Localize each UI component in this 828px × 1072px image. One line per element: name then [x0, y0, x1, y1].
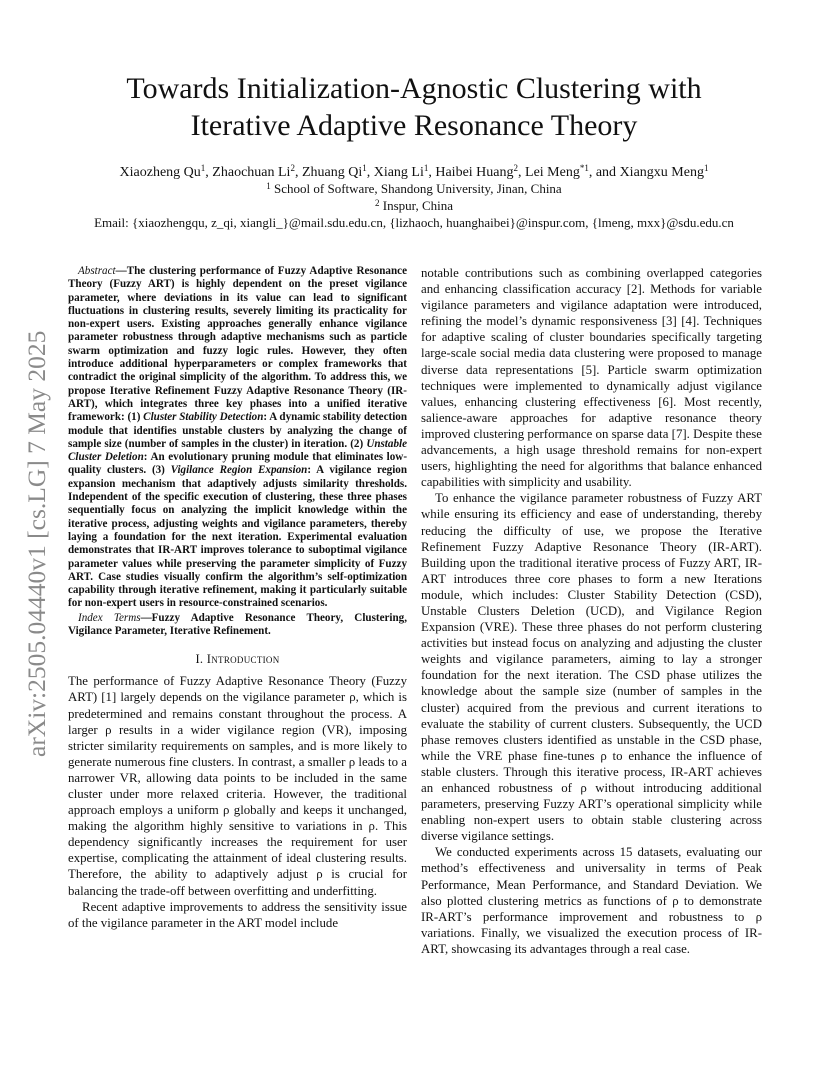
- author-separator: ,: [366, 165, 374, 180]
- author-name: Xiaozheng Qu: [119, 165, 201, 180]
- right-paragraph-1: notable contributions such as combining overlapped categories and enhancing classification accuracy [2]. Methods for variable vigilance parameters and vigilance adaptation were introduced, refining the model’s dynamic responsiveness [3] [4]. Techniques for adaptive scaling of cluster boundaries specifically targeting large-scale social media data clustering were proposed to manage diverse data representations [5]. Particle swarm optimization techniques were implemented to dynamically adjust vigilance values, enhancing clustering effectiveness [6]. Most recently, salience-aware approaches for adaptive resonance theory improved clustering performance on sparse data [7]. Despite these advancements, a high usage threshold remains for non-expert users, highlighting the need for algorithms that balance enhanced capabilities with simplicity and usability.: [421, 266, 762, 490]
- affiliation-2-marker: 2: [375, 198, 380, 208]
- abstract: [68, 265, 407, 611]
- paper-title-line-1: Towards Initialization-Agnostic Clustering with: [126, 72, 702, 105]
- arxiv-identifier: arXiv:2505.04440v1 [cs.LG] 7 May 2025: [22, 330, 51, 757]
- intro-paragraph-2: Recent adaptive improvements to address the sensitivity issue of the vigilance parameter in the ART model include: [68, 899, 407, 930]
- abstract-heading: Abstract: [78, 265, 116, 277]
- author-name: Xiang Li: [373, 165, 424, 180]
- affiliation-1: [0, 181, 828, 198]
- affiliation-2: [0, 198, 828, 215]
- right-paragraph-2: To enhance the vigilance parameter robustness of Fuzzy ART while ensuring its efficiency and ease of understanding, thereby reducing the difficulty of use, we propose the Iterative Refinement Fuzzy Adaptive Resonance Theory (IR-ART). Building upon the traditional iterative process of Fuzzy ART, IR-ART introduces three core phases to form a new Iterations module, which includes: Cluster Stability Detection (CSD), Unstable Clusters Deletion (UCD), and Vigilance Region Expansion (VRE). These three phases do not perform clustering activities but instead focus on analyzing and adjusting the cluster weights and vigilance parameters, aiming to lay a stronger foundation for the next iteration. The CSD phase utilizes the knowledge about the sample size (number of samples in the cluster) acquired from the previous and current iterations to evaluate the stability of current clusters. Subsequently, the UCD phase removes clusters identified as unstable in the CSD phase, while the VRE phase fine-tunes ρ to enhance the influence of stable clusters. Through this iterative process, IR-ART achieves an enhanced robustness of ρ without introducing additional parameters, preserving Fuzzy ART’s operational simplicity while enabling non-expert users to obtain stable clustering across diverse vigilance settings.: [421, 491, 762, 844]
- abstract-part-3: : An evolutionary pruning module that eliminates low-quality clusters. (3): [68, 451, 408, 477]
- affiliation-2-text: Inspur, China: [379, 198, 453, 213]
- abstract-vre: Vigilance Region Expansion: [170, 464, 308, 477]
- paper-title-line-2: Iterative Adaptive Resonance Theory: [190, 109, 638, 142]
- abstract-part-1: —The clustering performance of Fuzzy Adaptive Resonance Theory (Fuzzy ART) is highly dependent on the preset vigilance parameter, where deviations in its value can lead to significant fluctuations in clustering results, severely limiting its practicality for non-expert users. Existing approaches generally enhance vigilance parameter robustness through adaptive mechanisms such as particle swarm optimization and fuzzy logic rules. However, they often introduce additional hyperparameters or complex frameworks that contradict the original simplicity of the algorithm. To address this, we propose Iterative Refinement Fuzzy Adaptive Resonance Theory (IR-ART), which integrates three key phases into a unified iterative framework: (1): [68, 265, 407, 424]
- author-name: Haibei Huang: [435, 165, 514, 180]
- author-name: Zhuang Qi: [301, 165, 363, 180]
- section-heading-introduction: I. Introduction: [195, 652, 280, 667]
- index-terms: [68, 612, 407, 639]
- author-name: Xiangxu Meng: [619, 165, 704, 180]
- author-name: Zhaochuan Li: [212, 165, 291, 180]
- author-separator: , and: [588, 165, 620, 180]
- intro-paragraph-1: The performance of Fuzzy Adaptive Resonance Theory (Fuzzy ART) [1] largely depends on the vigilance parameter ρ, which is predetermined and remains constant throughout the process. A larger ρ results in a wider vigilance region (VR), imposing stricter similarity requirements on samples, and is more likely to generate numerous fine clusters. In contrast, a smaller ρ leads to a narrower VR, allowing data points to be included in the same cluster under more relaxed criteria. However, the traditional approach employs a uniform ρ globally and keeps it unchanged, making the algorithm highly sensitive to variations in ρ. This dependency significantly increases the requirement for user expertise, complicating the attainment of ideal clustering results. Therefore, the ability to adaptively adjust ρ is crucial for balancing the trade-off between overfitting and underfitting.: [68, 674, 407, 898]
- abstract-part-4: : A vigilance region expansion mechanism that adaptively adjusts similarity thresholds. Independent of the specific execution of clustering, these three phases sequentially focus on analyzing the implicit knowledge within the iterative process, adjusting weights and vigilance parameters, thereby laying a foundation for the next iteration. Experimental evaluation demonstrates that IR-ART improves tolerance to suboptimal vigilance parameter values while preserving the parameter simplicity of Fuzzy ART. Case studies visually confirm the algorithm’s self-optimization capability through iterative refinement, making it particularly suitable for non-expert users in resource-constrained scenarios.: [68, 464, 407, 610]
- author-separator: ,: [294, 165, 302, 180]
- author-list: [0, 164, 828, 182]
- author-separator: ,: [518, 165, 526, 180]
- author-affiliation-marker: 2: [290, 163, 295, 173]
- author-affiliation-marker: 1: [362, 163, 367, 173]
- author-affiliation-marker: 1: [703, 163, 709, 173]
- left-column: [68, 265, 407, 931]
- abstract-part-2: : A dynamic stability detection module that identifies unstable clusters by analyzing the change of sample size (number of samples in the cluster) in iteration. (2): [68, 411, 407, 450]
- abstract-ucd: Unstable Cluster Deletion: [68, 437, 407, 464]
- affiliation-1-marker: 1: [266, 181, 271, 191]
- author-affiliation-marker: *1: [579, 163, 589, 173]
- index-terms-text: —Fuzzy Adaptive Resonance Theory, Clustering, Vigilance Parameter, Iterative Refinement.: [68, 611, 407, 638]
- author-separator: ,: [428, 165, 436, 180]
- author-separator: ,: [205, 165, 213, 180]
- index-terms-heading: Index Terms: [78, 611, 141, 624]
- affiliation-1-text: School of Software, Shandong University, Jinan, China: [270, 181, 562, 196]
- author-emails: Email: {xiaozhengqu, z_qi, xiangli_}@mail.sdu.edu.cn, {lizhaoch, huanghaibei}@inspur.com, {lmeng, mxx}@sdu.edu.cn: [94, 215, 734, 230]
- author-affiliation-marker: 1: [423, 163, 429, 173]
- author-affiliation-marker: 1: [200, 163, 206, 173]
- author-name: Lei Meng: [525, 165, 580, 180]
- right-column: [421, 265, 762, 957]
- author-affiliation-marker: 2: [513, 163, 519, 173]
- abstract-csd: Cluster Stability Detection: [143, 411, 264, 424]
- right-paragraph-3: We conducted experiments across 15 datasets, evaluating our method’s effectiveness and universality in terms of Peak Performance, Mean Performance, and Standard Deviation. We also plotted clustering metrics as functions of ρ to demonstrate IR-ART’s performance improvement and robustness to ρ variations. Finally, we visualized the execution process of IR-ART, showcasing its advantages through a real case.: [421, 845, 762, 956]
